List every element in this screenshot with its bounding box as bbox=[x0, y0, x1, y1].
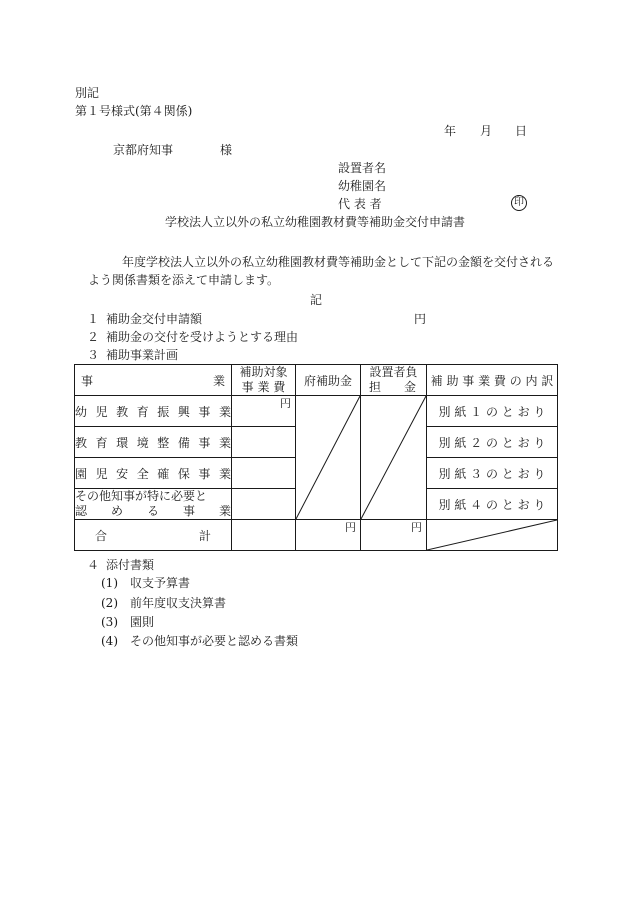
name-char: 事 bbox=[182, 504, 195, 518]
attachments-heading: 添付書類 bbox=[106, 558, 155, 572]
row-target-cost bbox=[232, 396, 296, 427]
total-right: 計 bbox=[198, 528, 211, 543]
ki-heading: 記 bbox=[310, 293, 323, 307]
name-char: 業 bbox=[218, 404, 231, 419]
header-founder-line2a: 担 bbox=[369, 380, 382, 394]
attachment-label: 別記 bbox=[75, 86, 100, 100]
attachment-3-text: 園則 bbox=[130, 615, 155, 629]
table-total-row bbox=[75, 520, 558, 551]
name-char: 境 bbox=[136, 435, 149, 450]
form-number: 第１号様式(第４関係) bbox=[75, 104, 193, 118]
name-char: 全 bbox=[136, 466, 149, 481]
seal-mark: 印 bbox=[511, 195, 527, 211]
founder-burden-slashed bbox=[361, 396, 427, 520]
row-4-name-line1: その他知事が特に必要と bbox=[75, 489, 208, 503]
name-char: 整 bbox=[157, 435, 170, 450]
total-prefecture-subsidy bbox=[296, 520, 361, 551]
addressee-honorific: 様 bbox=[220, 143, 233, 157]
row-3-breakdown: 別 紙 ３ の と お り bbox=[427, 458, 558, 489]
item-1-number: １ bbox=[87, 312, 100, 326]
name-char: 興 bbox=[177, 404, 190, 419]
representative-label: 代 表 者 bbox=[338, 197, 382, 211]
header-project bbox=[75, 365, 232, 396]
attachments-number: ４ bbox=[87, 558, 100, 572]
total-breakdown-slashed bbox=[427, 520, 558, 551]
date-day: 日 bbox=[515, 124, 528, 138]
project-plan-table bbox=[74, 364, 558, 551]
name-char: 事 bbox=[198, 404, 211, 419]
total-founder-yen: 円 bbox=[411, 521, 422, 534]
name-char: 園 bbox=[75, 466, 88, 481]
table-header-row bbox=[75, 365, 558, 396]
name-char: 教 bbox=[75, 435, 88, 450]
header-founder-line2b: 金 bbox=[403, 380, 416, 394]
row-target-cost bbox=[232, 427, 296, 458]
name-char: 業 bbox=[218, 435, 231, 450]
header-founder-burden bbox=[361, 365, 427, 396]
row-1-breakdown: 別 紙 １ の と お り bbox=[427, 396, 558, 427]
body-line-2: よう関係書類を添えて申請します。 bbox=[88, 273, 280, 287]
name-char: 業 bbox=[218, 504, 231, 518]
name-char: 幼 bbox=[75, 404, 88, 419]
slash-line-breakdown bbox=[427, 520, 557, 550]
name-char: る bbox=[146, 504, 159, 518]
total-target-cost bbox=[232, 520, 296, 551]
header-target-cost bbox=[232, 365, 296, 396]
row-target-cost bbox=[232, 489, 296, 520]
name-char: 教 bbox=[116, 404, 129, 419]
document-title: 学校法人立以外の私立幼稚園教材費等補助金交付申請書 bbox=[165, 215, 466, 229]
header-breakdown: 補 助 事 業 費 の 内 訳 bbox=[427, 365, 558, 396]
name-char: 確 bbox=[157, 466, 170, 481]
row-1-name bbox=[75, 403, 231, 420]
attachment-1-text: 収支予算書 bbox=[130, 576, 191, 590]
date-year: 年 bbox=[444, 124, 457, 138]
item-2-number: ２ bbox=[87, 330, 100, 344]
attachment-1-number: (1) bbox=[101, 576, 118, 590]
header-target-line2: 事 業 費 bbox=[241, 380, 286, 394]
body-line-1: 年度学校法人立以外の私立幼稚園教材費等補助金として下記の金額を交付される bbox=[122, 255, 555, 269]
row-4-name-line2 bbox=[75, 504, 231, 519]
total-label bbox=[75, 520, 232, 551]
name-char: 育 bbox=[136, 404, 149, 419]
header-project-right: 業 bbox=[212, 373, 225, 388]
row-name bbox=[75, 427, 232, 458]
row-2-breakdown: 別 紙 ２ の と お り bbox=[427, 427, 558, 458]
header-project-left: 事 bbox=[81, 373, 94, 388]
name-char: 育 bbox=[95, 435, 108, 450]
attachment-2-number: (2) bbox=[101, 596, 118, 610]
header-target-line1: 補助対象 bbox=[239, 365, 288, 379]
attachment-4-number: (4) bbox=[101, 634, 118, 648]
table-row bbox=[75, 396, 558, 427]
header-founder-line1: 設置者負 bbox=[369, 365, 418, 379]
header-prefecture-subsidy: 府補助金 bbox=[296, 365, 361, 396]
attachment-2-text: 前年度収支決算書 bbox=[130, 596, 227, 610]
item-3-number: ３ bbox=[87, 348, 100, 362]
row-name bbox=[75, 458, 232, 489]
prefecture-subsidy-slashed bbox=[296, 396, 361, 520]
attachment-3-number: (3) bbox=[101, 615, 118, 629]
addressee: 京都府知事 bbox=[113, 143, 174, 157]
name-char: 児 bbox=[95, 404, 108, 419]
item-1-text: 補助金交付申請額 bbox=[106, 312, 203, 326]
kindergarten-name-label: 幼稚園名 bbox=[338, 179, 387, 193]
total-left: 合 bbox=[95, 528, 108, 543]
row-2-name bbox=[75, 434, 231, 451]
item-2-text: 補助金の交付を受けようとする理由 bbox=[106, 330, 299, 344]
name-char: 備 bbox=[177, 435, 190, 450]
name-char: 事 bbox=[198, 435, 211, 450]
row-3-name bbox=[75, 465, 231, 482]
name-char: 業 bbox=[218, 466, 231, 481]
total-founder-burden bbox=[361, 520, 427, 551]
item-3-text: 補助事業計画 bbox=[106, 348, 179, 362]
row-1-yen: 円 bbox=[280, 397, 291, 410]
item-1-yen: 円 bbox=[414, 312, 427, 326]
name-char: 環 bbox=[116, 435, 129, 450]
name-char: 事 bbox=[198, 466, 211, 481]
name-char: 保 bbox=[177, 466, 190, 481]
name-char: め bbox=[110, 504, 123, 518]
slash-line-prefecture bbox=[296, 396, 360, 519]
total-prefecture-yen: 円 bbox=[345, 521, 356, 534]
name-char: 安 bbox=[116, 466, 129, 481]
founder-name-label: 設置者名 bbox=[338, 161, 387, 175]
date-month: 月 bbox=[480, 124, 493, 138]
row-name bbox=[75, 489, 232, 520]
row-name bbox=[75, 396, 232, 427]
name-char: 振 bbox=[157, 404, 170, 419]
row-4-breakdown: 別 紙 ４ の と お り bbox=[427, 489, 558, 520]
name-char: 児 bbox=[95, 466, 108, 481]
attachment-4-text: その他知事が必要と認める書類 bbox=[130, 634, 299, 648]
name-char: 認 bbox=[75, 504, 88, 518]
row-target-cost bbox=[232, 458, 296, 489]
slash-line-founder bbox=[361, 396, 426, 519]
